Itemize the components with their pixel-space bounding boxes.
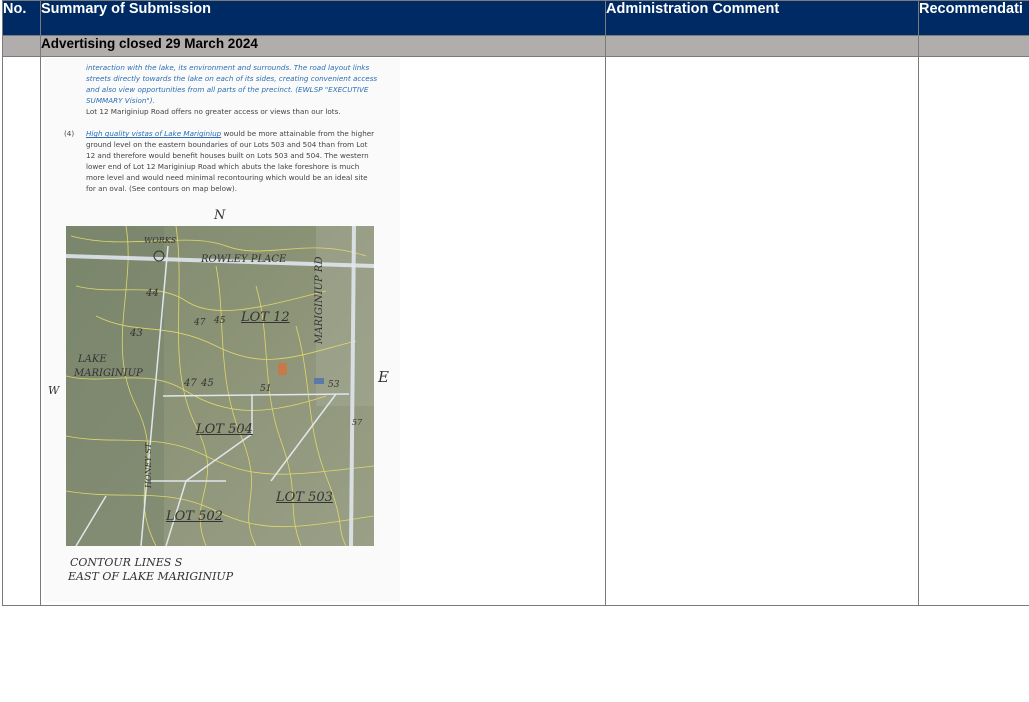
- row-no-cell: [3, 57, 41, 606]
- contour-label: 44: [146, 288, 159, 299]
- map-label-lot-12: LOT 12: [241, 310, 290, 325]
- header-no: No.: [3, 1, 41, 36]
- scan-text-line: lower end of Lot 12 Mariginiup Road which abuts the lake foreshore is much: [86, 162, 360, 171]
- contour-label: 53: [328, 380, 340, 390]
- scan-item-number: (4): [64, 129, 75, 138]
- map-label-lot-504: LOT 504: [196, 422, 253, 437]
- scan-text-line: 12 and therefore would benefit houses built on Lots 503 and 504. The western: [86, 151, 369, 160]
- map-label-rowley-place: ROWLEY PLACE: [201, 254, 287, 265]
- contour-map: [66, 226, 374, 546]
- contour-label: 51: [260, 384, 272, 394]
- map-label-honey-st: HONEY ST: [144, 442, 153, 488]
- scan-text-line: and also view opportunities from all parts of the precinct. (EWLSP "EXECUTIVE: [86, 85, 369, 94]
- scan-text-line: for an oval. (See contours on map below).: [86, 184, 238, 193]
- summary-cell: [41, 57, 606, 606]
- header-admin-comment: Administration Comment: [606, 1, 919, 36]
- admin-comment-cell: [606, 57, 919, 606]
- contour-label: 47: [194, 318, 206, 328]
- contour-label: 57: [352, 418, 363, 427]
- scan-text-line: interaction with the lake, its environment and surrounds. The road layout links: [86, 63, 370, 72]
- section-rec-cell: [919, 36, 1029, 57]
- compass-west: W: [48, 384, 60, 397]
- map-label-lot-503: LOT 503: [276, 490, 333, 505]
- compass-north: N: [214, 208, 226, 223]
- scan-text-line: streets directly towards the lake on each of its sides, creating convenient access: [86, 74, 378, 83]
- scan-text-line: Lot 12 Mariginiup Road offers no greater access or views than our lots.: [86, 107, 341, 116]
- scan-text-line: SUMMARY Vision").: [86, 96, 155, 105]
- map-label-lot-502: LOT 502: [166, 509, 223, 524]
- scan-text-fragment: would be more attainable from the higher: [221, 129, 375, 138]
- section-title: Advertising closed 29 March 2024: [41, 36, 606, 57]
- submission-row: [3, 57, 1029, 606]
- section-admin-cell: [606, 36, 919, 57]
- submissions-table: [2, 0, 1029, 606]
- scan-text-line: ground level on the eastern boundaries of our Lots 503 and 504 than from Lot: [86, 140, 368, 149]
- contour-label: 45: [214, 316, 226, 326]
- map-label-mariginiup: MARIGINIUP: [74, 368, 143, 379]
- compass-east: E: [378, 368, 389, 386]
- contour-label: 43: [130, 328, 143, 339]
- map-label-mariginiup-rd: MARIGINIUP RD: [314, 256, 325, 344]
- contour-label: 47: [184, 378, 197, 389]
- header-summary: Summary of Submission: [41, 1, 606, 36]
- section-row: [3, 36, 1029, 57]
- contour-label: 45: [201, 378, 214, 389]
- map-label-lake: LAKE: [78, 354, 107, 365]
- header-recommendation: Recommendati: [919, 1, 1029, 36]
- scanned-submission-excerpt: [44, 58, 400, 602]
- map-caption-line: CONTOUR LINES S: [70, 556, 183, 569]
- recommendation-cell: [919, 57, 1029, 606]
- section-no-cell: [3, 36, 41, 57]
- scan-highlight: High quality vistas of Lake Mariginiup: [86, 129, 222, 138]
- header-row: [3, 1, 1029, 36]
- scan-text-line: [86, 128, 374, 139]
- map-label-works: WORKS: [144, 236, 177, 245]
- map-caption-line: EAST OF LAKE MARIGINIUP: [68, 570, 234, 583]
- scan-text-line: more level and would need minimal recontouring which would be an ideal site: [86, 173, 368, 182]
